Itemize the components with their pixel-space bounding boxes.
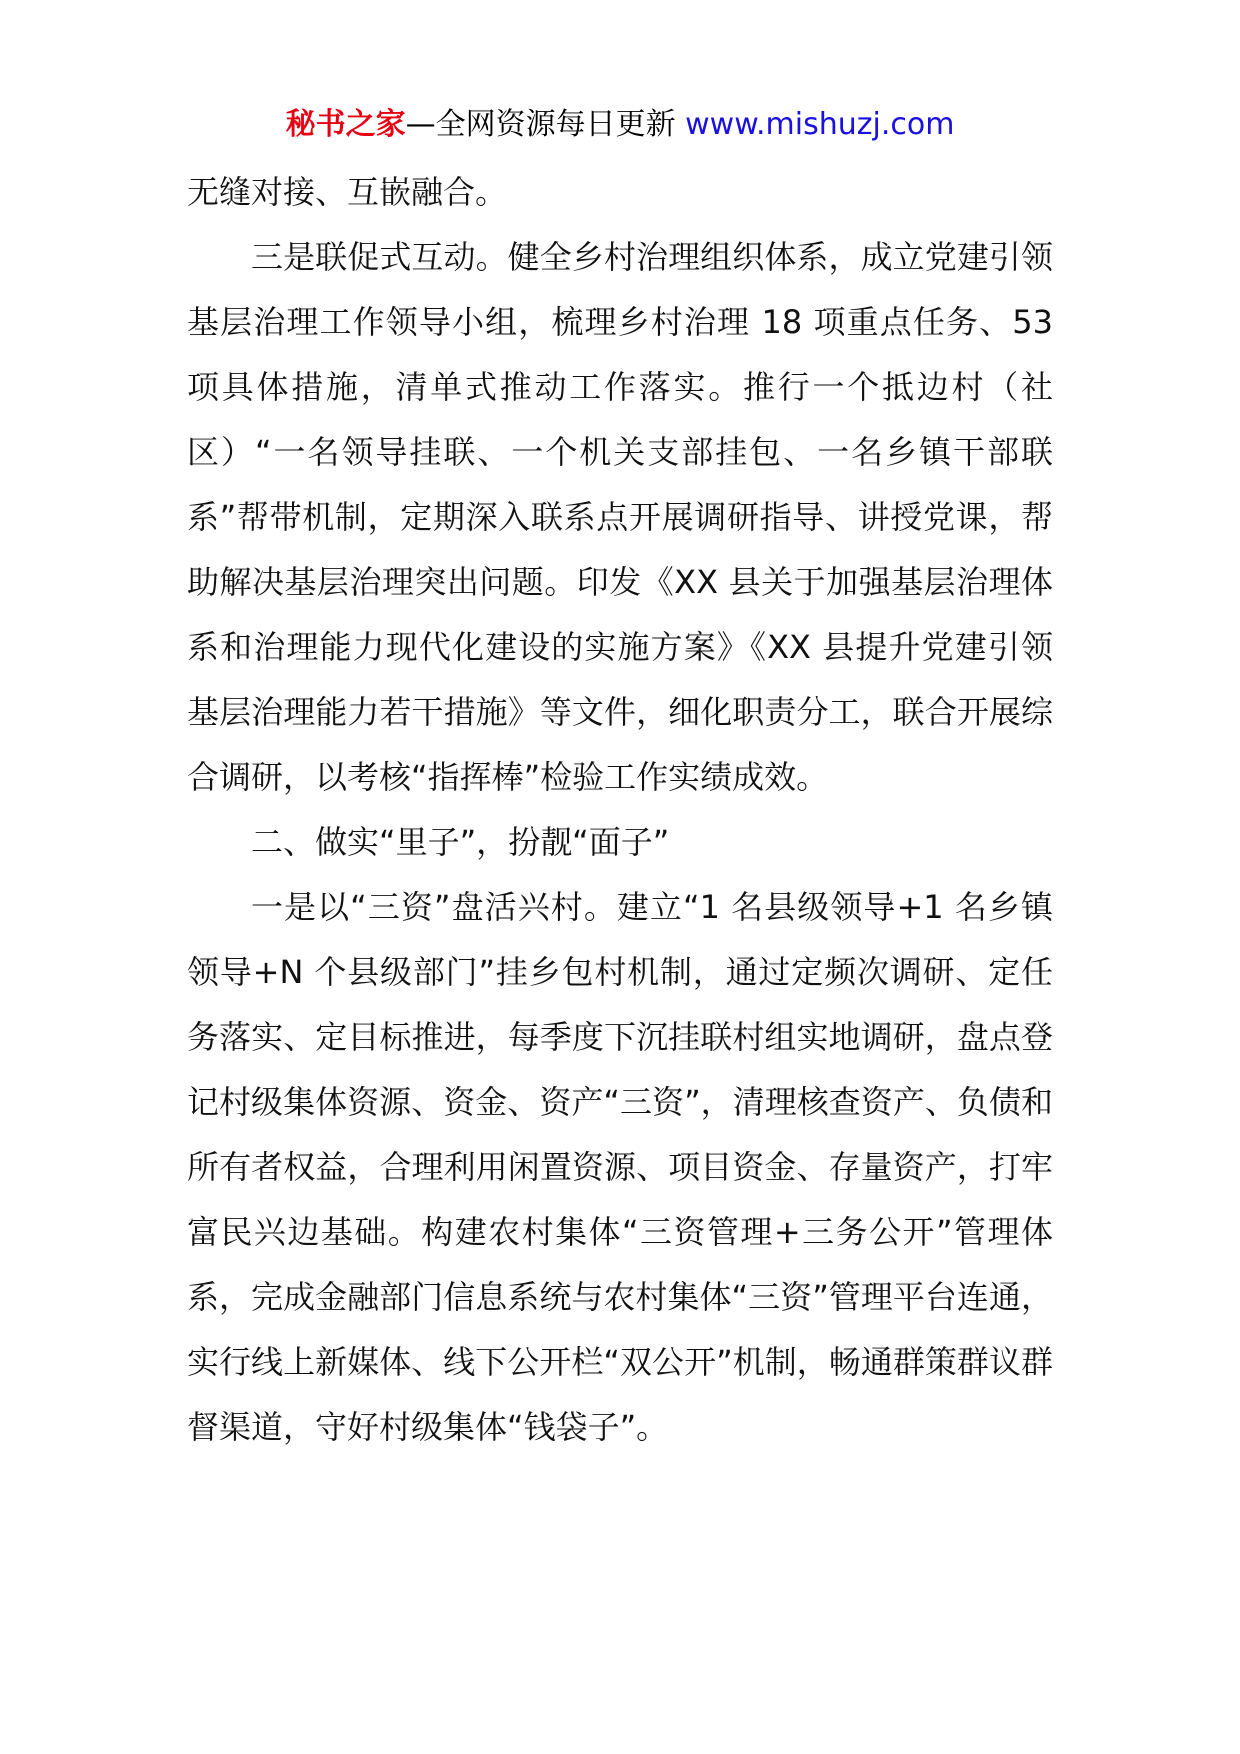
header-brand: 秘书之家 bbox=[285, 107, 406, 142]
header-tagline: —全网资源每日更新 bbox=[405, 107, 686, 142]
section-heading-two: 二、做实“里子”，扮靓“面子” bbox=[251, 823, 670, 861]
paragraph-item-three: 三是联促式互动。健全乡村治理组织体系，成立党建引领基层治理工作领导小组，梳理乡村治理 18 项重点任务、53 项具体措施，清单式推动工作落实。推行一个抵边村（社区）“一名领导挂联、一个机关支部挂包、一名乡镇干部联系”帮带机制，定期深入联系点开展调研指导、讲授党课，帮助解决基层治理突出问题。印发《XX 县关于加强基层治理体系和治理能力现代化建设的实施方案》《XX 县提升党建引领基层治理能力若干措施》等文件，细化职责分工，联合开展综合调研，以考核“指挥棒”检验工作实绩成效。 bbox=[187, 238, 1053, 796]
paragraph-continuation: 无缝对接、互嵌融合。 bbox=[187, 173, 508, 211]
paragraph-item-one: 一是以“三资”盘活兴村。建立“1 名县级领导+1 名乡镇领导+N 个县级部门”挂乡包村机制，通过定频次调研、定任务落实、定目标推进，每季度下沉挂联村组实地调研，盘点登记村级集体资源、资金、资产“三资”，清理核查资产、负债和所有者权益，合理利用闲置资源、项目资金、存量资产，打牢富民兴边基础。构建农村集体“三资管理+三务公开”管理体系，完成金融部门信息系统与农村集体“三资”管理平台连通，实行线上新媒体、线下公开栏“双公开”机制，畅通群策群议群督渠道，守好村级集体“钱袋子”。 bbox=[187, 888, 1053, 1446]
header-site-link[interactable]: www.mishuzj.com bbox=[685, 107, 955, 142]
page-header bbox=[0, 100, 1240, 150]
document-body bbox=[187, 160, 1053, 1460]
